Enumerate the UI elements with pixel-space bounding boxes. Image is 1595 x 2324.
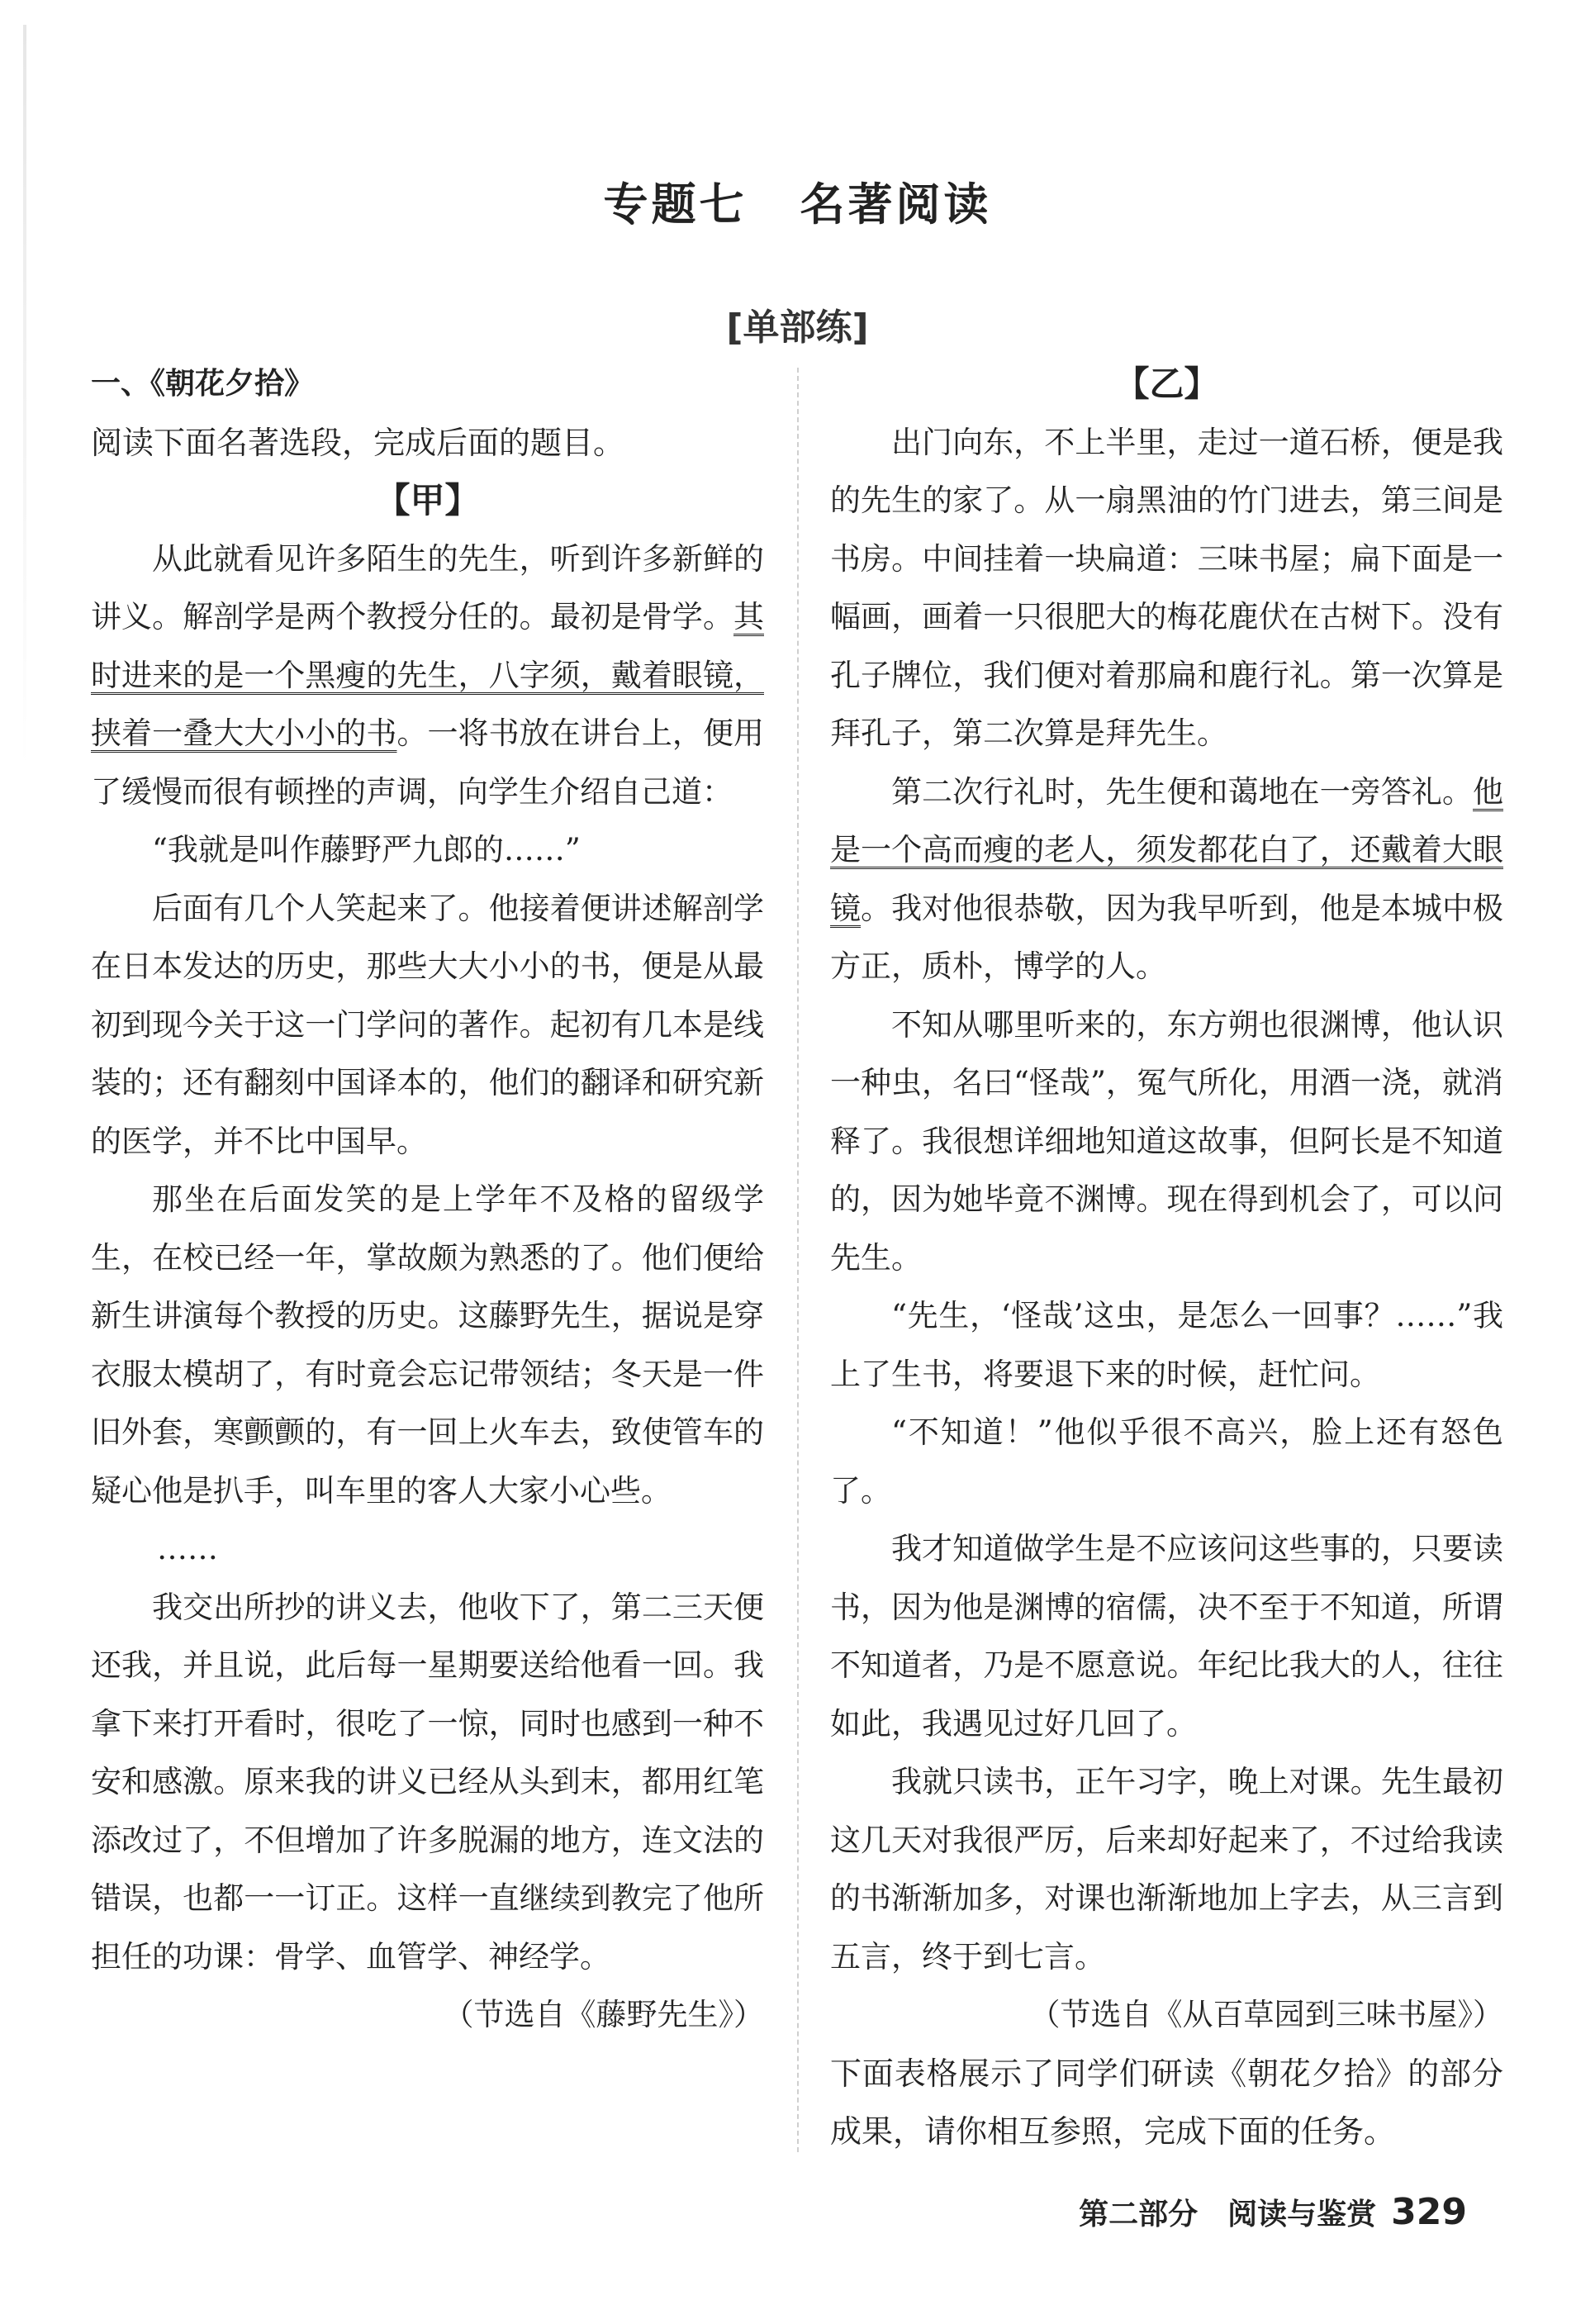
paragraph-text: 。我对他很恭敬，因为我早听到，他是本城中极方正，质朴，博学的人。 <box>830 890 1504 984</box>
passage-jia-paragraph-5: 我交出所抄的讲义去，他收下了，第二三天便还我，并且说，此后每一星期要送给他看一回。我拿下来打开看时，很吃了一惊，同时也感到一种不安和感激。原来我的讲义已经从头到末，都用红笔添改过了，不但增加了许多脱漏的地方，连文法的错误，也都一一订正。这样一直继续到教完了他所担任的功课：骨学、血管学、神经学。 <box>91 1589 764 1975</box>
column-divider <box>797 368 799 2152</box>
page-title <box>0 169 1595 233</box>
task-instruction: 下面表格展示了同学们研读《朝花夕拾》的部分成果，请你相互参照，完成下面的任务。 <box>830 2055 1503 2150</box>
passage-yi-paragraph-5: “不知道！”他似乎很不高兴，脸上还有怒色了。 <box>830 1414 1503 1509</box>
title-topic-number: 专题七 <box>603 178 748 230</box>
passage-yi-paragraph-1: 出门向东，不上半里，走过一道石桥，便是我的先生的家了。从一扇黑油的竹门进去，第三间是书房。中间挂着一块扁道：三味书屋；扁下面是一幅画，画着一只很肥大的梅花鹿伏在古树下。没有孔子牌位，我们便对着那扁和鹿行礼。第一次算是拜孔子，第二次算是拜先生。 <box>830 424 1503 751</box>
underlined-description: 他是一个高而瘦的老人，须发都花白了，还戴着大眼镜 <box>830 773 1503 926</box>
passage-ellipsis: …… <box>157 1531 218 1566</box>
passage-yi-paragraph-7: 我就只读书，正午习字，晚上对课。先生最初这几天对我很严厉，后来却好起来了，不过给我读的书渐渐加多，对课也渐渐地加上字去，从三言到五言，终于到七言。 <box>830 1764 1503 1975</box>
passage-label-jia: 【甲】 <box>375 480 480 520</box>
passage-yi-paragraph-3: 不知从哪里听来的，东方朔也很渊博，他认识一种虫，名曰“怪哉”，冤气所化，用酒一浇，就消释了。我很想详细地知道这故事，但阿长是不知道的，因为她毕竟不渊博。现在得到机会了，可以问先生。 <box>830 1006 1503 1276</box>
paragraph-text: 从此就看见许多陌生的先生，听到许多新鲜的讲义。解剖学是两个教授分任的。最初是骨学。 <box>91 540 764 634</box>
page-number: 329 <box>1391 2191 1467 2233</box>
source-citation-yi: （节选自《从百草园到三味书屋》） <box>1029 1997 1503 2032</box>
paragraph-text: 第二次行礼时，先生便和蔼地在一旁答礼。 <box>891 773 1473 810</box>
passage-yi-paragraph-2 <box>830 763 1503 996</box>
passage-yi-paragraph-4: “先生，‘怪哉’这虫，是怎么一回事？……”我上了生书，将要退下来的时候，赶忙问。 <box>830 1298 1503 1392</box>
underlined-description: 其时进来的是一个黑瘦的先生，八字须，戴着眼镜，挟着一叠大大小小的书 <box>91 599 764 751</box>
paragraph-text: 。一将书放在讲台上，便用了缓慢而很有顿挫的声调，向学生介绍自己道： <box>91 715 765 810</box>
left-column <box>91 355 764 2045</box>
instruction-text: 阅读下面名著选段，完成后面的题目。 <box>91 424 625 461</box>
passage-jia-paragraph-3: 后面有几个人笑起来了。他接着便讲述解剖学在日本发达的历史，那些大大小小的书，便是从最初到现今关于这一门学问的著作。起初有几本是线装的；还有翻刻中国译本的，他们的翻译和研究新的医学，并不比中国早。 <box>91 890 764 1159</box>
title-topic-name: 名著阅读 <box>800 178 992 230</box>
section-label: [单部练] <box>726 307 869 349</box>
page-edge-shadow <box>23 25 26 768</box>
passage-jia-paragraph-1 <box>91 530 764 822</box>
passage-label-yi: 【乙】 <box>1114 364 1219 404</box>
passage-jia-paragraph-2: “我就是叫作藤野严九郎的……” <box>152 832 581 867</box>
footer-section-text: 第二部分 阅读与鉴赏 <box>1079 2198 1377 2231</box>
passage-yi-paragraph-6: 我才知道做学生是不应该问这些事的，只要读书，因为他是渊博的宿儒，决不至于不知道，所谓不知道者，乃是不愿意说。年纪比我大的人，往往如此，我遇见过好几回了。 <box>830 1531 1503 1742</box>
passage-jia-paragraph-4: 那坐在后面发笑的是上学年不及格的留级学生，在校已经一年，掌故颇为熟悉的了。他们便给新生讲演每个教授的历史。这藤野先生，据说是穿衣服太模胡了，有时竟会忘记带领结；冬天是一件旧外套，寒颤颤的，有一回上火车去，致使管车的疑心他是扒手，叫车里的客人大家小心些。 <box>91 1181 764 1509</box>
right-column <box>830 355 1503 2161</box>
question-heading: 一、《朝花夕拾》 <box>91 367 315 401</box>
page-footer <box>1079 2191 1467 2233</box>
source-citation-jia: （节选自《藤野先生》） <box>443 1997 764 2032</box>
